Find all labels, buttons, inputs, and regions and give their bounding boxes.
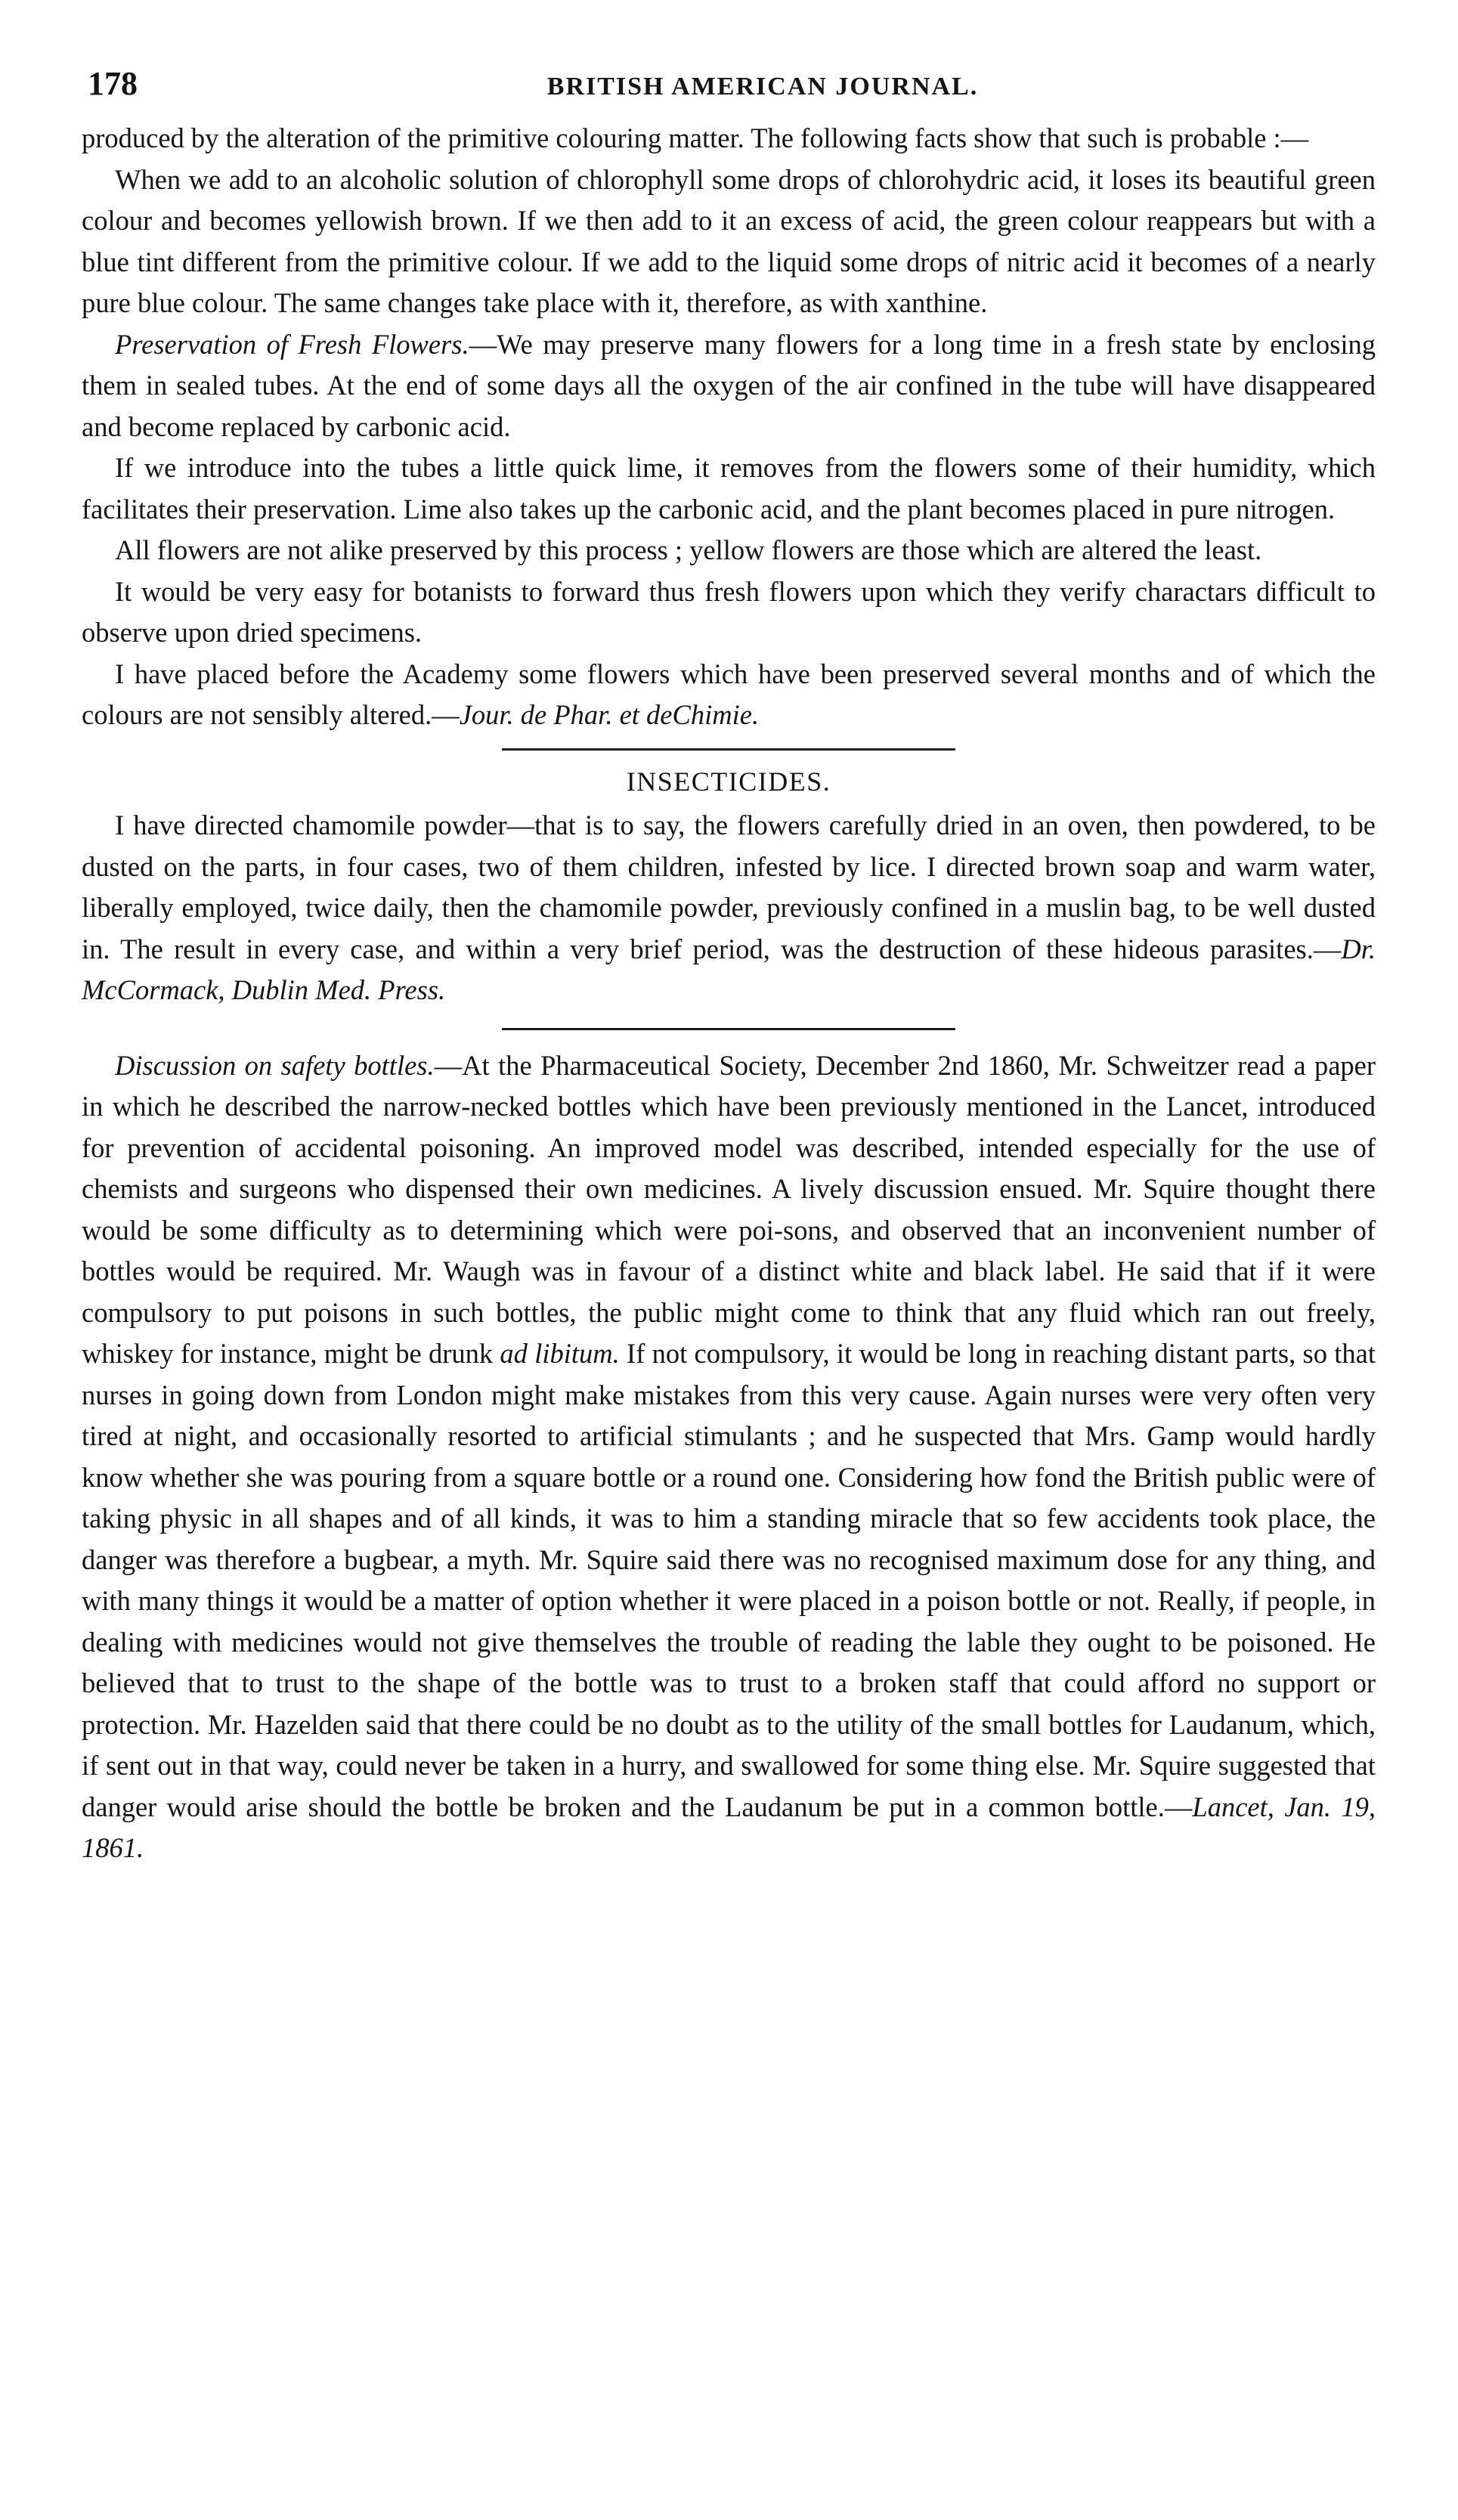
text-run: I have placed before the Academy some flowers which have been preserved several months and of which the colours are not sensibly altered.— <box>82 658 1376 730</box>
paragraph <box>82 654 1376 736</box>
running-title: BRITISH AMERICAN JOURNAL. <box>546 73 979 101</box>
paragraph <box>82 571 1376 654</box>
section-heading <box>82 761 1376 803</box>
paragraph <box>82 530 1376 571</box>
text-run: All flowers are not alike preserved by this process ; yellow flowers are those which are altered the least. <box>115 534 1262 565</box>
paragraph <box>82 324 1376 448</box>
text-run: —At the Pharmaceutical Society, December 2nd 1860, Mr. Schweitzer read a paper in which he described the narrow-necked bottles which have been previously mentioned in the Lancet, introduced for prevention of accidental poisoning. An improved model was described, intended especially for the use of chemists and surgeons who dispensed their own medicines. A lively discussion ensued. Mr. Squire thought there would be some difficulty as to determining which were poi-sons, and observed that an inconvenient number of bottles would be required. Mr. Waugh was in favour of a distinct white and black label. He said that if it were compulsory to put poisons in such bottles, the public might come to think that any fluid which ran out freely, whiskey for instance, might be drunk <box>82 1049 1376 1369</box>
page-number: 178 <box>88 65 138 102</box>
paragraph <box>82 118 1376 159</box>
text-run: INSECTICIDES. <box>626 766 831 797</box>
paragraph <box>82 805 1376 1011</box>
italic-run: Preservation of Fresh Flowers. <box>115 328 469 360</box>
italic-run: Dr. McCormack, Dublin Med. Press. <box>82 933 1376 1005</box>
paragraph <box>82 447 1376 530</box>
article-body <box>82 118 1376 1869</box>
paragraph <box>82 1045 1376 1869</box>
journal-page <box>82 63 1376 1869</box>
text-run: —We may preserve many flowers for a long time in a fresh state by enclosing them in sealed tubes. At the end of some days all the oxygen of the air confined in the tube will have disappeared and become replaced by carbonic acid. <box>82 328 1376 442</box>
section-divider <box>502 1028 955 1030</box>
text-run: I have directed chamomile powder—that is to say, the flowers carefully dried in an oven, then powdered, to be dusted on the parts, in four cases, two of them children, infested by lice. I directed brown soap and warm water, liberally employed, twice daily, then the chamomile powder, previously confined in a muslin bag, to be well dusted in. The result in every case, and within a very brief period, was the destruction of these hideous parasites.— <box>82 810 1376 964</box>
italic-run: Jour. de Phar. et deChimie. <box>459 699 760 730</box>
italic-run: ad libitum. <box>500 1338 620 1369</box>
text-run: When we add to an alcoholic solution of chlorophyll some drops of chlorohydric acid, it loses its beautiful green colour and becomes yellowish brown. If we then add to it an excess of acid, the green colour reappears but with a blue tint different from the primitive colour. If we add to the liquid some drops of nitric acid it becomes of a nearly pure blue colour. The same changes take place with it, therefore, as with xanthine. <box>82 163 1376 318</box>
text-run: produced by the alteration of the primitive colouring matter. The following facts show that such is probable :— <box>82 122 1309 153</box>
running-header <box>82 63 1376 118</box>
italic-run: Discussion on safety bottles. <box>115 1049 435 1081</box>
paragraph <box>82 159 1376 324</box>
text-run: It would be very easy for botanists to forward thus fresh flowers upon which they verify charactars difficult to observe upon dried specimens. <box>82 575 1376 648</box>
text-run: If not compulsory, it would be long in reaching distant parts, so that nurses in going down from London might make mistakes from this very cause. Again nurses were very often very tired at night, and occasionally resorted to artificial stimulants ; and he suspected that Mrs. Gamp would hardly know whether she was pouring from a square bottle or a round one. Considering how fond the British public were of taking physic in all shapes and of all kinds, it was to him a standing miracle that so few accidents took place, the danger was therefore a bugbear, a myth. Mr. Squire said there was no recognised maximum dose for any thing, and with many things it would be a matter of option whether it were placed in a poison bottle or not. Really, if people, in dealing with medicines would not give themselves the trouble of reading the lable they ought to be poisoned. He believed that to trust to the shape of the bottle was to trust to a broken staff that could afford no support or protection. Mr. Hazelden said that there could be no doubt as to the utility of the small bottles for Laudanum, which, if sent out in that way, could never be taken in a hurry, and swallowed for some thing else. Mr. Squire suggested that danger would arise should the bottle be broken and the Laudanum be put in a common bottle.— <box>82 1338 1376 1822</box>
text-run: If we introduce into the tubes a little quick lime, it removes from the flowers some of their humidity, which facilitates their preservation. Lime also takes up the carbonic acid, and the plant becomes placed in pure nitrogen. <box>82 452 1376 525</box>
section-divider <box>502 748 955 751</box>
italic-run: Lancet, Jan. 19, 1861. <box>82 1791 1376 1863</box>
